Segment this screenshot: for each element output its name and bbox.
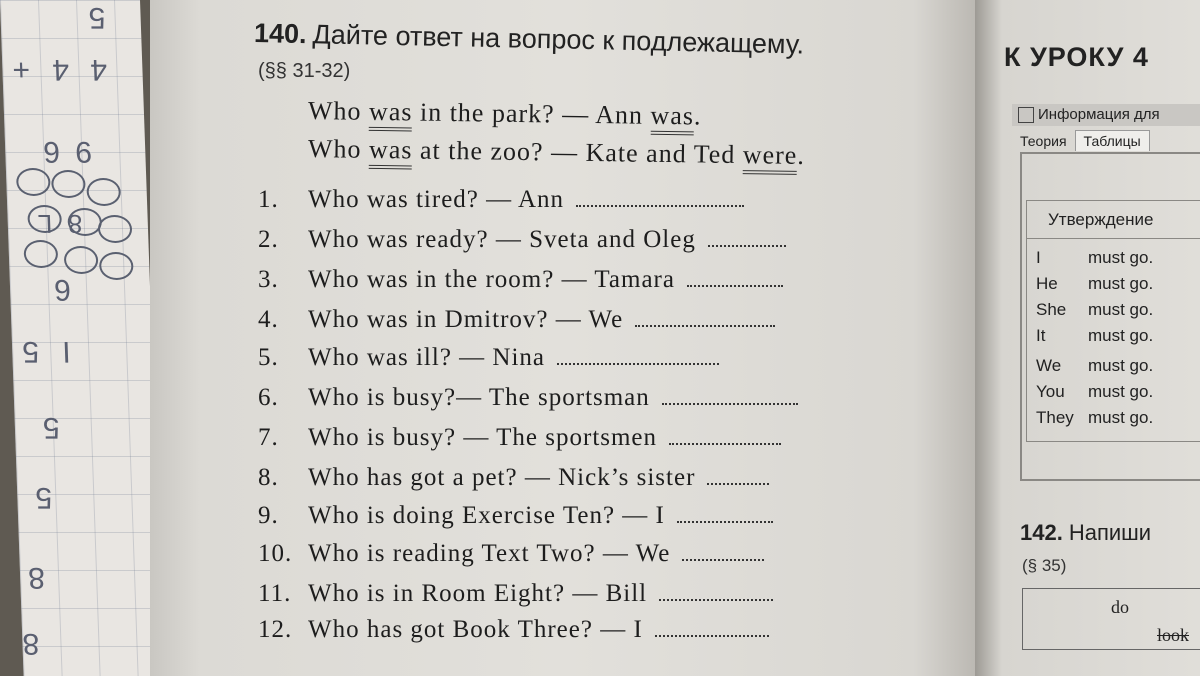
exercise-title: Напиши xyxy=(1068,520,1152,545)
notebook-mark: 8 xyxy=(21,627,40,660)
notebook-doodle xyxy=(64,246,99,274)
answer-blank[interactable] xyxy=(576,203,744,207)
notebook-doodle xyxy=(99,252,134,280)
notebook-mark: 5 xyxy=(34,481,53,514)
rule-pronoun: They xyxy=(1036,408,1074,427)
rule-row xyxy=(1036,356,1153,376)
tab-theory[interactable]: Теория xyxy=(1020,133,1067,149)
rule-row xyxy=(1036,274,1153,294)
answer-blank[interactable] xyxy=(677,519,773,523)
notebook-doodle xyxy=(23,240,58,268)
rule-row xyxy=(1036,300,1153,320)
item-number: 4. xyxy=(258,306,279,333)
exercise-item xyxy=(258,424,781,452)
exercise-number: 140. xyxy=(253,18,307,50)
exercise-142-header xyxy=(1020,520,1151,546)
notebook-doodle xyxy=(51,170,86,198)
exercise-item xyxy=(258,266,783,294)
word-box xyxy=(1022,588,1200,650)
info-tabs xyxy=(1012,130,1200,154)
word-do: do xyxy=(1111,597,1129,617)
info-bar xyxy=(1012,104,1200,126)
item-text: Who is doing Exercise Ten? — I xyxy=(308,502,665,529)
notebook-page xyxy=(0,0,164,676)
item-text: Who was in Dmitrov? — We xyxy=(308,306,624,333)
item-text: Who was in the room? — Tamara xyxy=(308,266,675,293)
exercise-title: Дайте ответ на вопрос к подлежащему. xyxy=(312,19,805,60)
rule-row xyxy=(1036,408,1153,428)
example-text: Who xyxy=(307,134,370,164)
rule-phrase: must go. xyxy=(1088,356,1154,375)
answer-blank[interactable] xyxy=(708,243,786,247)
notebook-mark: 8 xyxy=(27,561,46,594)
notebook-mark: 4 xyxy=(89,53,108,86)
notebook-mark: L xyxy=(37,209,53,239)
rule-phrase: must go. xyxy=(1088,300,1154,319)
answer-blank[interactable] xyxy=(655,633,769,637)
example-text: . xyxy=(693,101,702,131)
item-text: Who is busy? — The sportsmen xyxy=(308,424,658,451)
example-line xyxy=(308,96,702,131)
underlined-verb: was xyxy=(369,135,413,170)
rule-phrase: must go. xyxy=(1088,326,1154,345)
info-bar-label: Информация для xyxy=(1038,106,1160,123)
word-look: look xyxy=(1157,625,1190,645)
example-text: . xyxy=(797,140,806,170)
rule-row xyxy=(1036,382,1153,402)
rule-phrase: must go. xyxy=(1088,274,1154,293)
answer-blank[interactable] xyxy=(669,441,781,445)
exercise-item xyxy=(258,464,769,492)
notebook-doodle xyxy=(98,215,133,243)
notebook-mark: 5 xyxy=(21,335,40,368)
item-number: 12. xyxy=(258,616,293,643)
notebook-doodle xyxy=(16,168,51,196)
answer-blank[interactable] xyxy=(662,401,798,405)
item-number: 10. xyxy=(258,540,293,567)
example-text: at the zoo? — Kate and Ted xyxy=(412,135,744,170)
answer-blank[interactable] xyxy=(682,557,764,561)
rule-pronoun: It xyxy=(1036,326,1046,345)
item-number: 3. xyxy=(258,266,279,293)
rule-pronoun: I xyxy=(1036,248,1041,267)
rule-phrase: must go. xyxy=(1088,382,1154,401)
answer-blank[interactable] xyxy=(557,361,719,365)
rule-phrase: must go. xyxy=(1088,408,1154,427)
info-icon xyxy=(1018,107,1034,123)
rule-divider xyxy=(1026,238,1200,239)
item-number: 2. xyxy=(258,226,279,253)
notebook-mark: 5 xyxy=(42,411,61,444)
rule-pronoun: He xyxy=(1036,274,1058,293)
answer-blank[interactable] xyxy=(659,597,773,601)
item-text: Who is in Room Eight? — Bill xyxy=(308,580,648,607)
notebook-mark: + xyxy=(11,53,31,86)
rule-heading: Утверждение xyxy=(1048,210,1154,229)
exercise-item xyxy=(258,226,786,254)
rule-pronoun: She xyxy=(1036,300,1067,319)
example-line xyxy=(308,134,805,171)
exercise-number: 142. xyxy=(1020,520,1063,545)
rule-pronoun: You xyxy=(1036,382,1065,401)
notebook-doodle xyxy=(86,178,121,206)
exercise-item xyxy=(258,502,773,530)
item-number: 5. xyxy=(258,344,279,371)
example-text: in the park? — Ann xyxy=(412,97,651,130)
underlined-verb: was xyxy=(650,101,694,136)
underlined-verb: was xyxy=(369,97,413,132)
underlined-verb: were xyxy=(743,140,798,175)
answer-blank[interactable] xyxy=(635,323,775,327)
notebook-mark: 4 xyxy=(51,53,70,86)
item-text: Who is busy?— The sportsman xyxy=(308,384,650,411)
exercise-item xyxy=(258,186,744,214)
exercise-item xyxy=(258,580,773,608)
rule-pronoun: We xyxy=(1036,356,1062,375)
item-text: Who is reading Text Two? — We xyxy=(308,540,671,567)
item-number: 8. xyxy=(258,464,279,491)
item-number: 9. xyxy=(258,502,279,529)
rule-phrase: must go. xyxy=(1088,248,1154,267)
tab-tables[interactable]: Таблицы xyxy=(1075,130,1150,151)
rule-table xyxy=(1026,200,1200,442)
notebook-mark: 6 xyxy=(42,135,61,168)
lesson-title: К УРОКУ 4 xyxy=(1004,42,1149,72)
item-text: Who has got Book Three? — I xyxy=(308,616,643,643)
notebook-mark: 6 xyxy=(53,273,72,306)
exercise-reference: (§ 35) xyxy=(1022,556,1067,575)
item-number: 7. xyxy=(258,424,279,451)
item-number: 1. xyxy=(258,186,279,213)
exercise-item xyxy=(258,344,719,372)
item-text: Who was ill? — Nina xyxy=(308,344,546,371)
answer-blank[interactable] xyxy=(707,481,769,485)
rule-row xyxy=(1036,248,1153,268)
exercise-item xyxy=(258,384,798,412)
exercise-item xyxy=(258,616,769,644)
notebook-mark: 5 xyxy=(88,1,106,34)
item-text: Who was ready? — Sveta and Oleg xyxy=(308,226,696,253)
item-number: 6. xyxy=(258,384,279,411)
exercise-reference: (§§ 31-32) xyxy=(258,60,351,82)
item-text: Who was tired? — Ann xyxy=(308,186,565,213)
notebook-mark: 9 xyxy=(74,135,93,168)
item-number: 11. xyxy=(258,580,292,607)
answer-blank[interactable] xyxy=(687,283,783,287)
item-text: Who has got a pet? — Nick’s sister xyxy=(308,464,696,491)
rule-row xyxy=(1036,326,1153,346)
exercise-item xyxy=(258,306,775,334)
notebook-mark: I xyxy=(61,335,72,368)
exercise-item xyxy=(258,540,764,568)
notebook-mark: 8 xyxy=(67,209,83,239)
example-text: Who xyxy=(307,96,370,126)
